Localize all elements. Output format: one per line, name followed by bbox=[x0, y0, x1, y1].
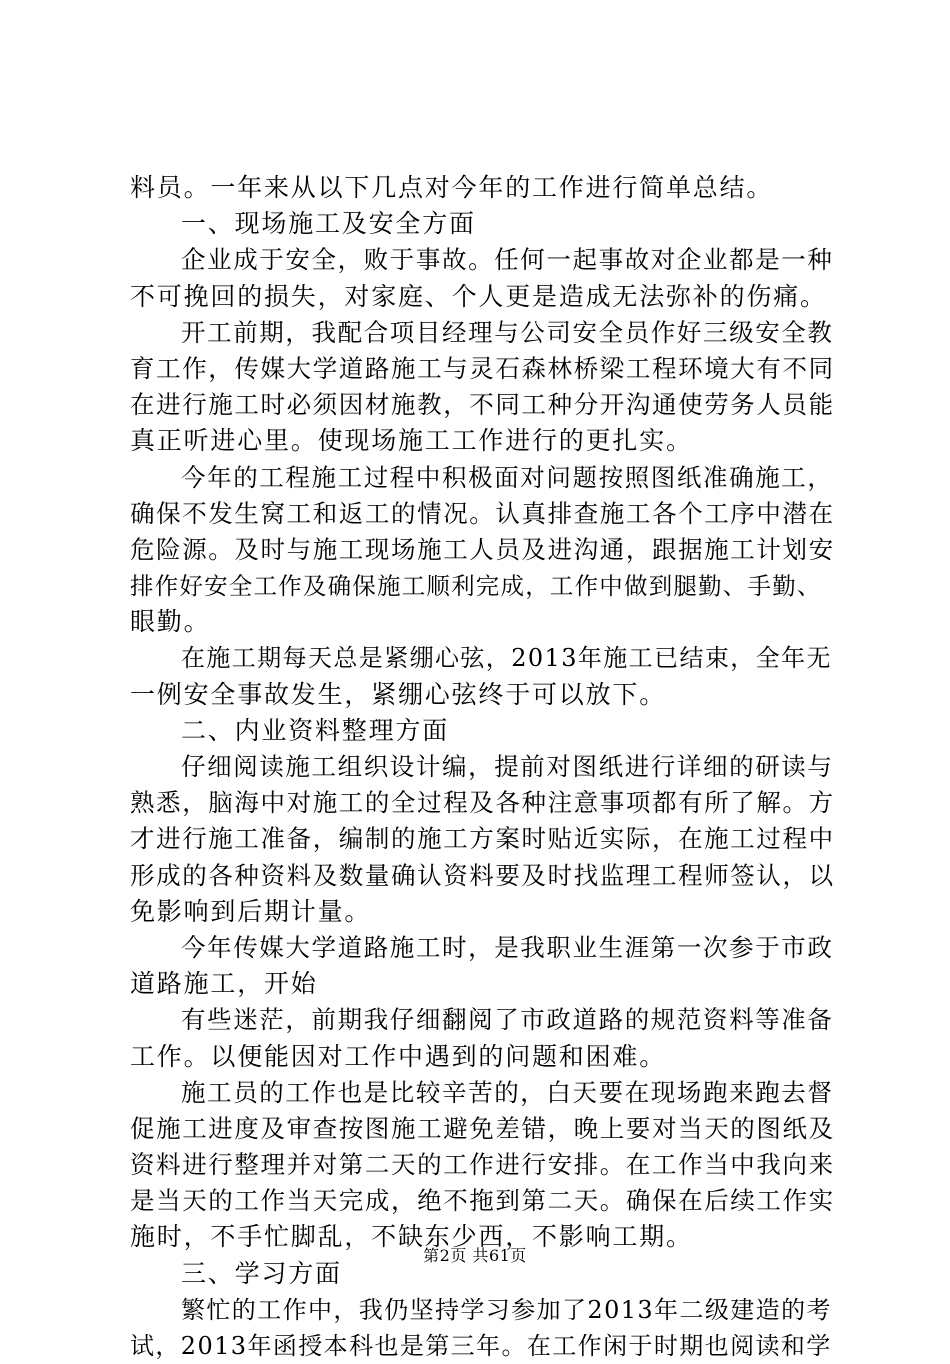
text-line: 熟悉，脑海中对施工的全过程及各种注意事项都有所了解。方 bbox=[130, 788, 835, 818]
text-line: 形成的各种资料及数量确认资料要及时找监理工程师签认，以 bbox=[130, 860, 835, 890]
text-line: 企业成于安全，败于事故。任何一起事故对企业都是一种 bbox=[181, 245, 834, 275]
text-line: 试，2013年函授本科也是第三年。在工作闲于时期也阅读和学 bbox=[130, 1332, 832, 1360]
body-text bbox=[130, 170, 840, 1364]
text-line: 危险源。及时与施工现场施工人员及进沟通，跟据施工计划安 bbox=[130, 534, 835, 564]
text-line: 有些迷茫，前期我仔细翻阅了市政道路的规范资料等准备 bbox=[181, 1005, 834, 1035]
text-line: 二、内业资料整理方面 bbox=[181, 715, 450, 745]
text-line: 今年的工程施工过程中积极面对问题按照图纸准确施工， bbox=[181, 462, 834, 492]
text-line: 确保不发生窝工和返工的情况。认真排查施工各个工序中潜在 bbox=[130, 498, 835, 528]
text-line: 三、学习方面 bbox=[181, 1258, 342, 1288]
text-line: 才进行施工准备，编制的施工方案时贴近实际，在施工过程中 bbox=[130, 824, 835, 854]
text-line: 促施工进度及审查按图施工避免差错，晚上要对当天的图纸及 bbox=[130, 1113, 835, 1143]
text-line: 道路施工，开始 bbox=[130, 969, 318, 999]
text-line: 施工员的工作也是比较辛苦的，白天要在现场跑来跑去督 bbox=[181, 1077, 834, 1107]
text-line: 料员。一年来从以下几点对今年的工作进行简单总结。 bbox=[130, 173, 774, 202]
text-line: 是当天的工作当天完成，绝不拖到第二天。确保在后续工作实 bbox=[130, 1186, 835, 1216]
text-line: 仔细阅读施工组织设计编，提前对图纸进行详细的研读与 bbox=[181, 752, 834, 781]
text-line: 今年传媒大学道路施工时，是我职业生涯第一次参于市政 bbox=[181, 932, 834, 962]
text-line: 工作。以便能因对工作中遇到的问题和困难。 bbox=[130, 1041, 667, 1071]
text-line: 施时，不手忙脚乱，不缺东少西，不影响工期。 bbox=[130, 1222, 693, 1252]
text-line: 真正听进心里。使现场施工工作进行的更扎实。 bbox=[130, 426, 693, 456]
text-line: 育工作，传媒大学道路施工与灵石森林桥梁工程环境大有不同 bbox=[130, 353, 835, 383]
text-line: 一、现场施工及安全方面 bbox=[181, 209, 476, 239]
text-line: 在进行施工时必须因材施教，不同工种分开沟通使劳务人员能 bbox=[130, 390, 835, 420]
text-line: 资料进行整理并对第二天的工作进行安排。在工作当中我向来 bbox=[130, 1150, 835, 1180]
text-line: 一例安全事故发生，紧绷心弦终于可以放下。 bbox=[130, 679, 667, 709]
text-line: 排作好安全工作及确保施工顺利完成，工作中做到腿勤、手勤、 bbox=[130, 572, 822, 601]
text-line: 眼勤。 bbox=[130, 607, 211, 637]
text-line: 在施工期每天总是紧绷心弦，2013年施工已结束，全年无 bbox=[181, 644, 832, 673]
text-line: 开工前期，我配合项目经理与公司安全员作好三级安全教 bbox=[181, 317, 834, 347]
text-line: 不可挽回的损失，对家庭、个人更是造成无法弥补的伤痛。 bbox=[130, 281, 827, 311]
page-footer: 第2页 共61页 bbox=[423, 1246, 527, 1265]
text-line: 繁忙的工作中，我仍坚持学习参加了2013年二级建造的考 bbox=[181, 1295, 832, 1324]
text-line: 免影响到后期计量。 bbox=[130, 896, 372, 926]
